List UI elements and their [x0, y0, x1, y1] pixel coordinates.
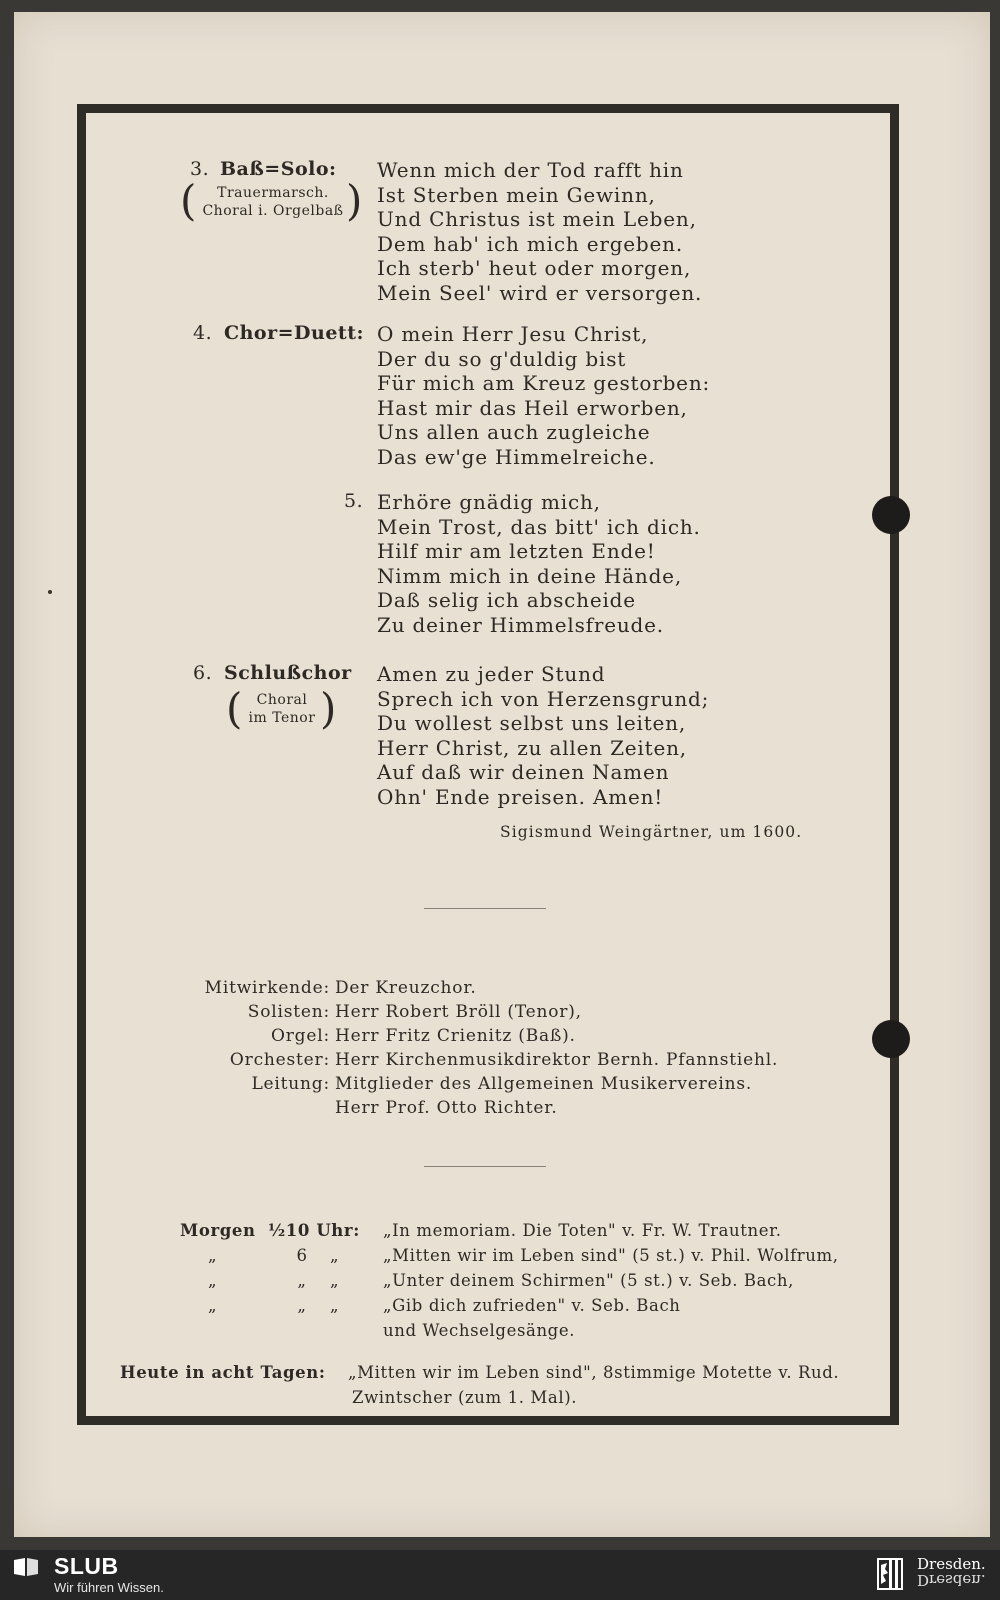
ditto-mark: „ [208, 1296, 218, 1315]
heute-text-1: „Mitten wir im Leben sind", 8stimmige Motette v. Rud. [348, 1363, 840, 1382]
item-4-verse [377, 322, 710, 470]
divider [424, 1166, 546, 1167]
credit-value: Herr Robert Bröll (Tenor), [335, 1002, 582, 1022]
item-6-note-2: im Tenor [248, 710, 316, 726]
dresden-crest-icon [876, 1557, 904, 1591]
verse-line: Du wollest selbst uns leiten, [377, 711, 687, 736]
verse-line: Daß selig ich abscheide [377, 588, 636, 613]
announcement-row: „Mitten wir im Leben sind" (5 st.) v. Phil. Wolfrum, [383, 1246, 839, 1265]
close-paren: ) [346, 176, 363, 225]
verse-line: Zu deiner Himmelsfreude. [377, 612, 664, 637]
item-6-number: 6. [193, 662, 213, 684]
divider [424, 908, 546, 909]
announcement-row: „Unter deinem Schirmen" (5 st.) v. Seb. Bach, [383, 1271, 794, 1290]
credits-values [335, 976, 778, 1120]
credit-label: Orgel: [271, 1026, 330, 1046]
credit-label: Mitwirkende: [204, 978, 330, 998]
credit-label: Solisten: [247, 1002, 330, 1022]
paper-speck [48, 590, 52, 594]
attribution: Sigismund Weingärtner, um 1600. [500, 823, 803, 841]
item-4-title: Chor=Duett: [224, 322, 364, 344]
book-logo-icon [13, 1557, 39, 1577]
dresden-text-mirror: Dresden. [917, 1571, 986, 1589]
open-paren: ( [180, 176, 197, 225]
verse-line: Und Christus ist mein Leben, [377, 207, 697, 232]
verse-line: Nimm mich in deine Hände, [377, 563, 682, 588]
open-paren: ( [226, 684, 243, 733]
verse-line: Amen zu jeder Stund [377, 662, 606, 686]
announcement-row: „In memoriam. Die Toten" v. Fr. W. Trautner. [383, 1221, 782, 1240]
ditto-mark: „ [330, 1296, 340, 1315]
morgen-time: ½10 Uhr: [268, 1221, 360, 1240]
credit-value: Herr Kirchenmusikdirektor Bernh. Pfannstiehl. [335, 1050, 779, 1070]
verse-line: Dem hab' ich mich ergeben. [377, 231, 684, 256]
ditto-mark: „ [208, 1271, 218, 1290]
dresden-text: Dresden. [917, 1555, 986, 1573]
verse-line: Sprech ich von Herzensgrund; [377, 686, 710, 711]
item-5-number: 5. [344, 490, 364, 512]
verse-line: Der du so g'duldig bist [377, 346, 627, 371]
verse-line: Uns allen auch zugleiche [377, 420, 651, 445]
heute-label: Heute in acht Tagen: [120, 1363, 326, 1382]
announcement-row: und Wechselgesänge. [383, 1321, 576, 1340]
credit-value: Herr Fritz Crienitz (Baß). [335, 1026, 576, 1046]
verse-line: Erhöre gnädig mich, [377, 490, 601, 514]
verse-line: Ohn' Ende preisen. Amen! [377, 784, 664, 809]
credit-value: Der Kreuzchor. [335, 978, 477, 998]
credits-labels [180, 976, 330, 1096]
verse-line: Das ew'ge Himmelreiche. [377, 444, 656, 469]
slub-slogan: Wir führen Wissen. [54, 1580, 164, 1595]
verse-line: O mein Herr Jesu Christ, [377, 322, 649, 346]
item-4-number: 4. [193, 322, 213, 344]
verse-line: Herr Christ, zu allen Zeiten, [377, 735, 687, 760]
hour-cell: 6 [296, 1246, 308, 1265]
punch-hole [872, 1020, 910, 1058]
item-6-verse [377, 662, 709, 810]
ditto-mark: „ [208, 1246, 218, 1265]
credit-label: Orchester: [229, 1050, 330, 1070]
ditto-mark: „ [330, 1246, 340, 1265]
credit-value: Mitglieder des Allgemeinen Musikervereins. [335, 1074, 753, 1094]
item-6-title: Schlußchor [224, 662, 352, 684]
verse-line: Mein Trost, das bitt' ich dich. [377, 514, 701, 539]
item-5-verse [377, 490, 701, 638]
close-paren: ) [320, 684, 337, 733]
heute-text-2: Zwintscher (zum 1. Mal). [352, 1388, 578, 1407]
dresden-wordmark [917, 1556, 986, 1588]
verse-line: Ist Sterben mein Gewinn, [377, 182, 656, 207]
item-3-note-1: Trauermarsch. [217, 185, 329, 201]
morgen-label: Morgen [180, 1221, 256, 1240]
slub-brand: SLUB [54, 1553, 119, 1579]
verse-line: Hilf mir am letzten Ende! [377, 539, 656, 564]
announcement-row: „Gib dich zufrieden" v. Seb. Bach [383, 1296, 681, 1315]
ditto-mark: „ [330, 1271, 340, 1290]
verse-line: Ich sterb' heut oder morgen, [377, 256, 692, 281]
item-3-title: Baß=Solo: [220, 158, 337, 180]
verse-line: Wenn mich der Tod rafft hin [377, 158, 684, 182]
verse-line: Auf daß wir deinen Namen [377, 760, 670, 785]
hour-cell: „ [297, 1271, 307, 1290]
hour-cell: „ [297, 1296, 307, 1315]
credit-label: Leitung: [251, 1074, 330, 1094]
credit-value: Herr Prof. Otto Richter. [335, 1098, 558, 1118]
verse-line: Hast mir das Heil erworben, [377, 395, 688, 420]
announcement-list [383, 1218, 839, 1343]
slub-footer-bar [0, 1550, 1000, 1600]
verse-line: Mein Seel' wird er versorgen. [377, 280, 703, 305]
item-3-verse [377, 158, 702, 306]
punch-hole [872, 496, 910, 534]
item-3-number: 3. [190, 158, 210, 180]
item-6-note-1: Choral [256, 692, 308, 708]
verse-line: Für mich am Kreuz gestorben: [377, 371, 711, 396]
item-3-note-2: Choral i. Orgelbaß [202, 203, 344, 219]
